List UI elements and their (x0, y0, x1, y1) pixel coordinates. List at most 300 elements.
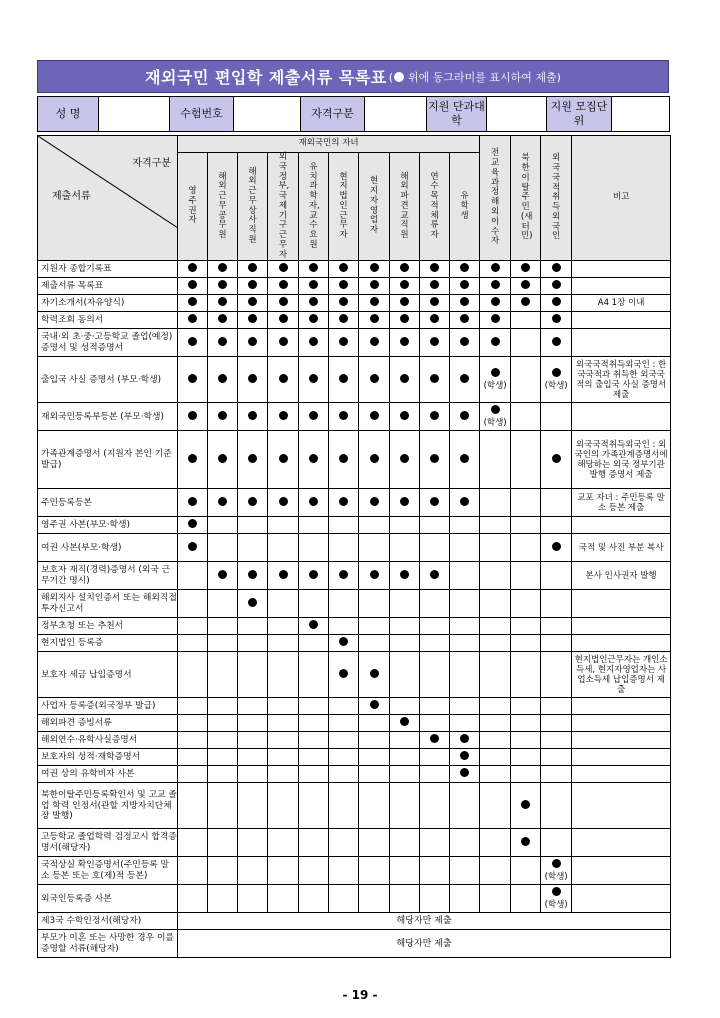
requirement-cell (390, 403, 420, 431)
requirement-cell (238, 431, 268, 489)
requirement-cell (511, 829, 541, 857)
required-dot-icon (248, 411, 257, 420)
requirement-cell (359, 857, 390, 885)
requirement-cell (541, 590, 572, 618)
requirement-cell (299, 489, 329, 517)
required-dot-icon (218, 411, 227, 420)
requirement-cell (299, 312, 329, 329)
requirement-cell (299, 261, 329, 278)
exam-number-field[interactable] (234, 97, 301, 132)
requirement-cell (390, 732, 420, 749)
required-dot-icon (309, 337, 318, 346)
required-dot-icon (370, 280, 379, 289)
requirement-cell (268, 517, 299, 534)
remark-text (572, 403, 671, 431)
requirement-cell (390, 534, 420, 562)
document-name: 여권 상의 유학비자 사본 (38, 766, 178, 783)
requirement-cell (511, 517, 541, 534)
table-row (38, 857, 671, 885)
corner-top-label: 자격구분 (132, 158, 171, 169)
requirement-cell (420, 312, 450, 329)
required-dot-icon (309, 280, 318, 289)
applicant-info-table (37, 96, 670, 132)
required-dot-icon (460, 497, 469, 506)
required-dot-icon (309, 374, 318, 383)
requirement-cell (480, 534, 511, 562)
required-dot-icon (400, 717, 409, 726)
requirement-cell (480, 732, 511, 749)
requirement-cell (511, 732, 541, 749)
table-row (38, 618, 671, 635)
requirement-cell (329, 357, 359, 403)
required-dot-icon (400, 314, 409, 323)
requirement-cell (178, 357, 208, 403)
table-row (38, 562, 671, 590)
remark-text (572, 278, 671, 295)
column-header (178, 153, 208, 261)
required-dot-icon (430, 337, 439, 346)
required-dot-icon (370, 337, 379, 346)
requirement-cell (238, 261, 268, 278)
requirement-cell (511, 885, 541, 913)
requirement-cell (178, 885, 208, 913)
required-dot-icon (430, 280, 439, 289)
required-dot-icon (400, 497, 409, 506)
document-name: 사업자 등록증(외국정부 발급) (38, 698, 178, 715)
requirement-cell (329, 590, 359, 618)
requirement-cell (208, 715, 238, 732)
document-name: 외국인등록증 사본 (38, 885, 178, 913)
requirement-cell (359, 312, 390, 329)
unit-field[interactable] (612, 97, 670, 132)
table-row (38, 312, 671, 329)
required-dot-icon (370, 411, 379, 420)
requirement-cell (329, 312, 359, 329)
column-header-text: 현지법인근무자 (339, 171, 348, 241)
requirement-cell (541, 618, 572, 635)
table-row (38, 715, 671, 732)
requirement-cell (178, 590, 208, 618)
requirement-cell (390, 783, 420, 829)
column-header-text: 외국정부,국제기구근무자 (278, 152, 290, 260)
requirement-cell (450, 357, 480, 403)
requirement-cell (178, 635, 208, 652)
requirement-cell (329, 534, 359, 562)
required-dot-icon (309, 297, 318, 306)
required-dot-icon (248, 280, 257, 289)
required-dot-icon (430, 497, 439, 506)
requirement-cell (268, 766, 299, 783)
document-name: 국내·외 초·중·고등학교 졸업(예정)증명서 및 성적증명서 (38, 329, 178, 357)
required-dot-icon (188, 454, 197, 463)
requirement-cell (420, 295, 450, 312)
requirement-cell (541, 732, 572, 749)
requirement-cell (178, 618, 208, 635)
required-dot-icon (430, 297, 439, 306)
requirement-cell (480, 618, 511, 635)
requirement-cell (480, 766, 511, 783)
requirement-cell (329, 732, 359, 749)
requirement-cell (178, 517, 208, 534)
requirement-cell (390, 590, 420, 618)
exam-number-label: 수험번호 (170, 97, 234, 132)
requirement-cell (541, 749, 572, 766)
remark-text: 교포 자녀 : 주민등록 말소 등본 제출 (572, 489, 671, 517)
requirement-cell (299, 431, 329, 489)
college-label: 지원 단과대학 (427, 97, 487, 132)
requirement-cell (511, 261, 541, 278)
remark-text: 외국국적취득외국인 : 한국국적과 취득한 외국국적의 출입국 사실 증명서 제출 (572, 357, 671, 403)
required-dot-icon (279, 454, 288, 463)
requirement-cell (268, 732, 299, 749)
requirement-cell (511, 652, 541, 698)
table-row (38, 698, 671, 715)
requirement-cell (390, 749, 420, 766)
requirement-cell (299, 766, 329, 783)
requirement-cell (450, 431, 480, 489)
required-dot-icon (400, 297, 409, 306)
document-name: 제출서류 목록표 (38, 278, 178, 295)
requirement-cell (390, 517, 420, 534)
requirement-cell (178, 403, 208, 431)
requirement-cell (359, 295, 390, 312)
required-dot-icon (218, 497, 227, 506)
required-dot-icon (400, 570, 409, 579)
table-row (38, 295, 671, 312)
required-dot-icon (188, 314, 197, 323)
requirement-cell (268, 403, 299, 431)
requirement-cell (450, 489, 480, 517)
required-dot-icon (188, 297, 197, 306)
required-dot-icon (188, 411, 197, 420)
required-dot-icon (339, 637, 348, 646)
document-name: 정부초청 또는 추천서 (38, 618, 178, 635)
document-name: 여권 사본(부모·학생) (38, 534, 178, 562)
requirement-cell (541, 766, 572, 783)
applicable-only-note: 해당자만 제출 (178, 913, 671, 930)
requirement-cell (178, 489, 208, 517)
requirement-cell (268, 715, 299, 732)
required-dot-icon (491, 263, 500, 272)
student-note: (학생) (483, 381, 507, 392)
name-field[interactable] (99, 97, 170, 132)
required-dot-icon (279, 497, 288, 506)
required-dot-icon (218, 454, 227, 463)
requirement-cell (238, 329, 268, 357)
requirement-cell (390, 885, 420, 913)
requirement-cell (238, 698, 268, 715)
table-row (38, 357, 671, 403)
document-name: 주민등록등본 (38, 489, 178, 517)
requirement-cell (450, 885, 480, 913)
column-header-text: 북한이탈주민(새터민) (520, 153, 533, 242)
requirement-cell (480, 312, 511, 329)
requirement-cell (541, 489, 572, 517)
required-dot-icon (491, 280, 500, 289)
requirement-cell (299, 618, 329, 635)
requirement-cell (329, 403, 359, 431)
requirement-cell (238, 312, 268, 329)
requirement-cell (329, 295, 359, 312)
requirement-cell (299, 885, 329, 913)
required-dot-icon (400, 263, 409, 272)
requirement-cell (208, 635, 238, 652)
required-dot-icon (279, 314, 288, 323)
requirement-cell (178, 715, 208, 732)
required-dot-icon (188, 519, 197, 528)
requirement-cell (299, 857, 329, 885)
column-header (541, 136, 572, 261)
required-dot-icon (339, 570, 348, 579)
column-header (268, 153, 299, 261)
requirement-cell (390, 357, 420, 403)
required-dot-icon (491, 405, 500, 414)
remark-text (572, 857, 671, 885)
required-dot-icon (188, 542, 197, 551)
required-dot-icon (339, 411, 348, 420)
requirement-cell (238, 885, 268, 913)
requirement-cell (299, 590, 329, 618)
requirement-cell (450, 783, 480, 829)
table-row (38, 913, 671, 930)
requirement-cell (480, 749, 511, 766)
table-row (38, 930, 671, 958)
requirement-cell (329, 329, 359, 357)
required-dot-icon (491, 314, 500, 323)
requirement-cell (178, 261, 208, 278)
required-dot-icon (460, 768, 469, 777)
title-text: 재외국민 편입학 제출서류 목록표 (145, 68, 387, 87)
requirement-cell (238, 635, 268, 652)
column-header (511, 136, 541, 261)
requirement-cell (420, 590, 450, 618)
requirement-cell (511, 403, 541, 431)
requirement-cell (268, 698, 299, 715)
requirement-cell (329, 749, 359, 766)
requirement-cell (359, 766, 390, 783)
requirement-cell (268, 329, 299, 357)
requirement-cell (299, 562, 329, 590)
requirement-cell (178, 652, 208, 698)
required-dot-icon (279, 280, 288, 289)
requirement-cell (238, 715, 268, 732)
requirement-cell (268, 635, 299, 652)
requirement-cell (238, 357, 268, 403)
requirement-cell (299, 715, 329, 732)
requirement-cell (480, 517, 511, 534)
required-dot-icon (552, 297, 561, 306)
remark-text (572, 517, 671, 534)
requirement-cell (359, 652, 390, 698)
column-header-text: 현지자영업자 (369, 176, 379, 236)
requirement-cell (541, 278, 572, 295)
required-dot-icon (279, 411, 288, 420)
requirement-cell (480, 489, 511, 517)
requirement-cell (511, 534, 541, 562)
table-row (38, 652, 671, 698)
requirement-cell (208, 312, 238, 329)
required-dot-icon (460, 734, 469, 743)
remark-text (572, 885, 671, 913)
requirement-cell (178, 562, 208, 590)
requirement-cell (238, 732, 268, 749)
table-row (38, 635, 671, 652)
requirement-cell (299, 357, 329, 403)
requirement-cell (511, 489, 541, 517)
required-dot-icon (521, 263, 530, 272)
requirement-cell (329, 652, 359, 698)
remark-text (572, 732, 671, 749)
requirement-cell (299, 652, 329, 698)
requirement-cell (208, 732, 238, 749)
requirement-cell (390, 698, 420, 715)
column-header (359, 153, 390, 261)
required-dot-icon (521, 280, 530, 289)
requirement-cell (480, 431, 511, 489)
requirement-cell (299, 829, 329, 857)
requirement-cell (208, 749, 238, 766)
required-dot-icon (218, 263, 227, 272)
table-row (38, 261, 671, 278)
requirement-cell (450, 715, 480, 732)
requirement-cell (238, 749, 268, 766)
remarks-header: 비고 (572, 136, 671, 261)
requirement-cell (268, 652, 299, 698)
requirement-cell (359, 829, 390, 857)
requirement-cell (541, 635, 572, 652)
required-dot-icon (248, 297, 257, 306)
requirement-cell (359, 431, 390, 489)
college-field[interactable] (487, 97, 547, 132)
requirement-cell (511, 783, 541, 829)
requirement-cell (480, 857, 511, 885)
requirement-cell (268, 562, 299, 590)
requirement-cell (450, 749, 480, 766)
requirement-cell (511, 278, 541, 295)
required-dot-icon (460, 751, 469, 760)
required-dot-icon (188, 337, 197, 346)
required-dot-icon (430, 374, 439, 383)
remark-text (572, 618, 671, 635)
requirement-cell (480, 635, 511, 652)
required-dot-icon (339, 297, 348, 306)
requirement-cell (208, 590, 238, 618)
requirement-cell (541, 783, 572, 829)
requirement-cell (329, 618, 359, 635)
requirement-cell (359, 278, 390, 295)
requirement-cell (359, 534, 390, 562)
requirement-cell (359, 517, 390, 534)
requirement-cell (541, 885, 572, 913)
requirement-cell (450, 618, 480, 635)
required-dot-icon (552, 542, 561, 551)
student-note: (학생) (483, 418, 507, 429)
table-row (38, 732, 671, 749)
requirement-cell (450, 534, 480, 562)
requirement-cell (390, 857, 420, 885)
requirement-cell (178, 312, 208, 329)
requirement-cell (390, 829, 420, 857)
requirement-cell (268, 590, 299, 618)
requirement-cell (511, 635, 541, 652)
requirement-cell (208, 295, 238, 312)
required-dot-icon (370, 297, 379, 306)
document-name: 영주권 사본(부모·학생) (38, 517, 178, 534)
requirement-cell (178, 857, 208, 885)
requirement-cell (450, 732, 480, 749)
required-dot-icon (460, 263, 469, 272)
student-note: (학생) (544, 900, 568, 911)
requirement-cell (268, 295, 299, 312)
requirement-cell (511, 715, 541, 732)
requirement-cell (359, 489, 390, 517)
required-dot-icon (460, 411, 469, 420)
remark-text (572, 749, 671, 766)
requirement-cell (329, 698, 359, 715)
requirement-cell (178, 829, 208, 857)
required-dot-icon (309, 620, 318, 629)
requirement-cell (238, 295, 268, 312)
required-dot-icon (188, 374, 197, 383)
requirement-cell (390, 635, 420, 652)
corner-bottom-label: 제출서류 (52, 191, 91, 202)
document-name: 제3국 수학인정서(해당자) (38, 913, 178, 930)
requirement-cell (329, 715, 359, 732)
required-dot-icon (279, 374, 288, 383)
requirement-cell (359, 749, 390, 766)
requirement-cell (541, 261, 572, 278)
requirement-cell (268, 261, 299, 278)
column-header-text: 해외근무공무원 (218, 171, 227, 241)
requirement-cell (178, 431, 208, 489)
requirement-cell (208, 534, 238, 562)
student-note: (학생) (544, 872, 568, 883)
requirement-cell (178, 783, 208, 829)
title-note-text: 위에 동그라미를 표시하여 제출) (407, 70, 561, 84)
document-name: 해외파견 증빙서류 (38, 715, 178, 732)
column-header (208, 153, 238, 261)
required-dot-icon (460, 337, 469, 346)
requirement-cell (359, 635, 390, 652)
required-dot-icon (339, 280, 348, 289)
required-dot-icon (370, 374, 379, 383)
circle-dot-icon (394, 72, 404, 82)
requirement-cell (541, 312, 572, 329)
column-header (480, 136, 511, 261)
required-dot-icon (188, 263, 197, 272)
required-dot-icon (491, 368, 500, 377)
requirement-cell (420, 278, 450, 295)
requirement-cell (541, 829, 572, 857)
document-name: 보호자 세금 납입증명서 (38, 652, 178, 698)
requirement-cell (420, 652, 450, 698)
required-dot-icon (218, 297, 227, 306)
required-dot-icon (430, 314, 439, 323)
qualification-field[interactable] (365, 97, 427, 132)
required-dot-icon (248, 337, 257, 346)
table-row (38, 590, 671, 618)
required-dot-icon (309, 263, 318, 272)
requirement-cell (480, 261, 511, 278)
requirement-cell (450, 590, 480, 618)
requirement-cell (359, 403, 390, 431)
table-row (38, 431, 671, 489)
requirement-cell (208, 403, 238, 431)
required-dot-icon (248, 263, 257, 272)
column-header (390, 153, 420, 261)
requirement-cell (450, 329, 480, 357)
requirement-cell (299, 698, 329, 715)
